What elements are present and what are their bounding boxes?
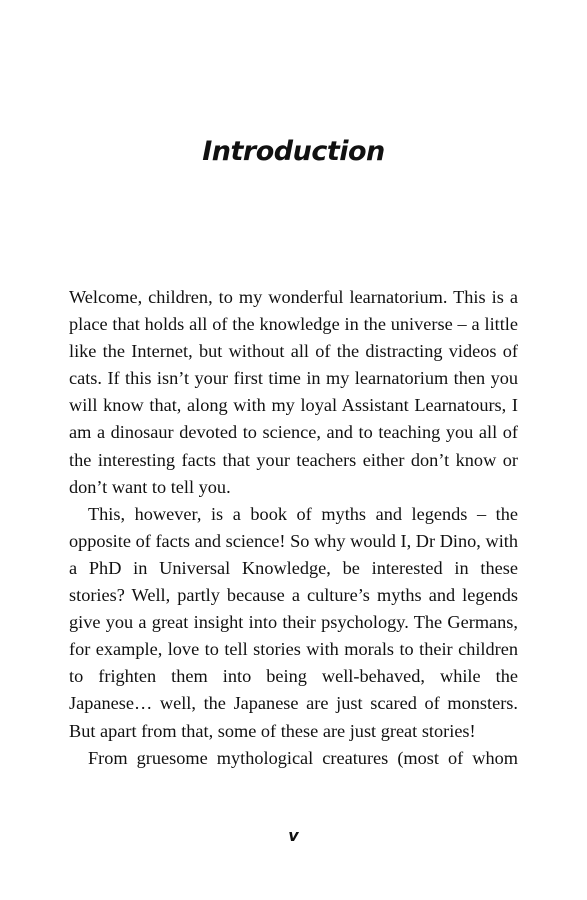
paragraph-1: Welcome, children, to my wonderful learnatorium. This is a place that holds all of the knowledge in the universe – a little like the Internet, but without all of the distracting videos of cats. If this isn’t your first time in my learnatorium then you will know that, along with my loyal Assistant Learnatours, I am a dinosaur devoted to science, and to teaching you all of the interesting facts that your teachers either don’t know or don’t want to tell you.: [69, 287, 518, 497]
page-number: v: [288, 826, 299, 845]
body-text: [69, 284, 518, 772]
chapter-title: Introduction: [202, 136, 385, 167]
paragraph-2: This, however, is a book of myths and legends – the opposite of facts and science! So why would I, Dr Dino, with a PhD in Universal Knowledge, be interested in these stories? Well, partly because a culture’s myths and legends give you a great insight into their psychology. The Germans, for example, love to tell stories with morals to their children to frighten them into being well-behaved, while the Japanese… well, the Japanese are just scared of monsters. But apart from that, some of these are just great stories!: [69, 503, 518, 741]
paragraph-3: From gruesome mythological creatures (most of whom: [88, 747, 518, 768]
